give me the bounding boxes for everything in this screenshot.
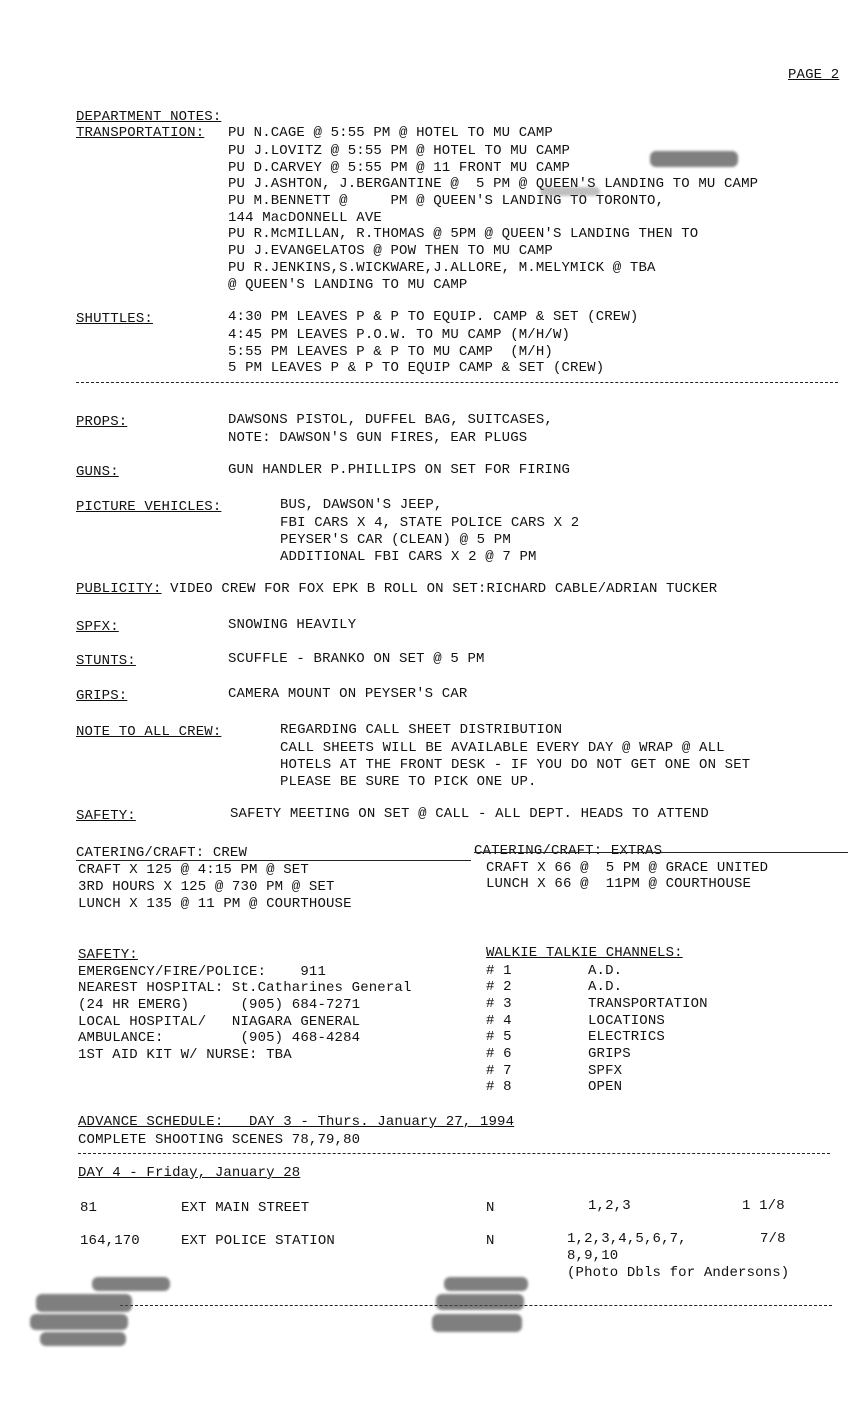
safety-info-line: LOCAL HOSPITAL/ NIAGARA GENERAL [78,1014,361,1030]
catering-crew-label: CATERING/CRAFT: CREW [76,845,248,861]
scene-set: EXT MAIN STREET [181,1200,310,1216]
shuttles-label: SHUTTLES: [76,311,153,327]
divider [76,382,838,383]
transportation-line: PU R.McMILLAN, R.THOMAS @ 5PM @ QUEEN'S LANDING THEN TO [228,226,699,242]
redaction-mark [432,1314,522,1332]
note-line: CALL SHEETS WILL BE AVAILABLE EVERY DAY @ WRAP @ ALL [280,740,725,756]
note-line: REGARDING CALL SHEET DISTRIBUTION [280,722,563,738]
scene-day-night: N [486,1200,495,1216]
publicity-label: PUBLICITY: [76,581,162,597]
scene-cast-continued: 8,9,10 [567,1248,619,1264]
walkie-channel-name: LOCATIONS [588,1013,665,1029]
guns-label: GUNS: [76,464,119,480]
walkie-channel-name: A.D. [588,979,623,995]
scene-day-night: N [486,1233,495,1249]
props-label: PROPS: [76,414,128,430]
photo-doubles-note: (Photo Dbls for Andersons) [567,1265,790,1281]
walkie-channel-num: # 8 [486,1079,512,1095]
guns-text: GUN HANDLER P.PHILLIPS ON SET FOR FIRING [228,462,571,478]
transportation-line: @ QUEEN'S LANDING TO MU CAMP [228,277,468,293]
walkie-channel-num: # 2 [486,979,512,995]
scene-cast: 1,2,3 [588,1198,631,1214]
walkie-channel-num: # 4 [486,1013,512,1029]
note-to-crew-label: NOTE TO ALL CREW: [76,724,222,740]
page-number: PAGE 2 [788,67,840,83]
scene-number: 81 [80,1200,98,1216]
day4-heading: DAY 4 - Friday, January 28 [78,1165,301,1181]
transportation-line: PU N.CAGE @ 5:55 PM @ HOTEL TO MU CAMP [228,125,553,141]
props-line: NOTE: DAWSON'S GUN FIRES, EAR PLUGS [228,430,528,446]
safety-info-line: EMERGENCY/FIRE/POLICE: 911 [78,964,326,980]
catering-extras-underline [474,852,848,853]
transportation-line: PU J.LOVITZ @ 5:55 PM @ HOTEL TO MU CAMP [228,143,571,159]
redaction-mark [36,1294,132,1312]
spfx-label: SPFX: [76,619,119,635]
walkie-channel-num: # 6 [486,1046,512,1062]
redaction-mark [436,1294,524,1310]
redaction-mark [444,1277,528,1291]
transportation-label: TRANSPORTATION: [76,125,205,141]
catering-extras-line: LUNCH X 66 @ 11PM @ COURTHOUSE [486,876,752,892]
grips-label: GRIPS: [76,688,128,704]
walkie-channel-name: ELECTRICS [588,1029,665,1045]
scene-pages: 1 1/8 [742,1198,785,1214]
safety-info-line: NEAREST HOSPITAL: St.Catharines General [78,980,412,996]
walkie-channel-name: GRIPS [588,1046,631,1062]
shuttle-line: 4:30 PM LEAVES P & P TO EQUIP. CAMP & SET (CREW) [228,309,639,325]
walkie-channel-name: SPFX [588,1063,623,1079]
picture-vehicles-line: BUS, DAWSON'S JEEP, [280,497,443,513]
walkie-channel-name: OPEN [588,1079,623,1095]
picture-vehicles-line: ADDITIONAL FBI CARS X 2 @ 7 PM [280,549,537,565]
redaction-mark [650,151,738,167]
walkie-channel-num: # 1 [486,963,512,979]
catering-crew-underline [76,860,471,861]
note-line: HOTELS AT THE FRONT DESK - IF YOU DO NOT GET ONE ON SET [280,757,751,773]
catering-crew-line: LUNCH X 135 @ 11 PM @ COURTHOUSE [78,896,352,912]
catering-crew-line: 3RD HOURS X 125 @ 730 PM @ SET [78,879,335,895]
catering-extras-line: CRAFT X 66 @ 5 PM @ GRACE UNITED [486,860,769,876]
safety-note-text: SAFETY MEETING ON SET @ CALL - ALL DEPT. HEADS TO ATTEND [230,806,709,822]
stunts-text: SCUFFLE - BRANKO ON SET @ 5 PM [228,651,485,667]
catering-crew-line: CRAFT X 125 @ 4:15 PM @ SET [78,862,309,878]
stunts-label: STUNTS: [76,653,136,669]
safety-info-line: (24 HR EMERG) (905) 684-7271 [78,997,361,1013]
transportation-line: PU D.CARVEY @ 5:55 PM @ 11 FRONT MU CAMP [228,160,571,176]
scene-pages: 7/8 [760,1231,786,1247]
walkie-label: WALKIE TALKIE CHANNELS: [486,945,683,961]
shuttle-line: 5 PM LEAVES P & P TO EQUIP CAMP & SET (CREW) [228,360,605,376]
note-line: PLEASE BE SURE TO PICK ONE UP. [280,774,537,790]
scene-set: EXT POLICE STATION [181,1233,335,1249]
safety-info-label: SAFETY: [78,947,138,963]
transportation-line: PU M.BENNETT @ PM @ QUEEN'S LANDING TO TORONTO, [228,193,665,209]
spfx-text: SNOWING HEAVILY [228,617,357,633]
shuttle-line: 5:55 PM LEAVES P & P TO MU CAMP (M/H) [228,344,553,360]
publicity-row [76,581,717,597]
scene-number: 164,170 [80,1233,140,1249]
catering-extras-label: CATERING/CRAFT: EXTRAS [474,843,663,859]
department-notes-heading: DEPARTMENT NOTES: [76,109,222,125]
picture-vehicles-label: PICTURE VEHICLES: [76,499,222,515]
grips-text: CAMERA MOUNT ON PEYSER'S CAR [228,686,468,702]
walkie-channel-num: # 7 [486,1063,512,1079]
props-line: DAWSONS PISTOL, DUFFEL BAG, SUITCASES, [228,412,553,428]
shuttle-line: 4:45 PM LEAVES P.O.W. TO MU CAMP (M/H/W) [228,327,571,343]
transportation-line: PU R.JENKINS,S.WICKWARE,J.ALLORE, M.MELYMICK @ TBA [228,260,656,276]
advance-schedule-label: ADVANCE SCHEDULE: DAY 3 - Thurs. January 27, 1994 [78,1114,515,1130]
redaction-mark [40,1332,126,1346]
walkie-channel-name: TRANSPORTATION [588,996,708,1012]
transportation-line: PU J.EVANGELATOS @ POW THEN TO MU CAMP [228,243,553,259]
safety-info-line: AMBULANCE: (905) 468-4284 [78,1030,361,1046]
publicity-text: VIDEO CREW FOR FOX EPK B ROLL ON SET:RICHARD CABLE/ADRIAN TUCKER [161,581,718,597]
redaction-mark [30,1314,128,1330]
redaction-mark [92,1277,170,1291]
walkie-channel-name: A.D. [588,963,623,979]
picture-vehicles-line: PEYSER'S CAR (CLEAN) @ 5 PM [280,532,511,548]
walkie-channel-num: # 5 [486,1029,512,1045]
transportation-line: 144 MacDONNELL AVE [228,210,382,226]
scene-cast: 1,2,3,4,5,6,7, [567,1231,687,1247]
transportation-line: PU J.ASHTON, J.BERGANTINE @ 5 PM @ QUEEN'S LANDING TO MU CAMP [228,176,759,192]
safety-note-label: SAFETY: [76,808,136,824]
divider [78,1153,830,1154]
safety-info-line: 1ST AID KIT W/ NURSE: TBA [78,1047,292,1063]
complete-scenes: COMPLETE SHOOTING SCENES 78,79,80 [78,1132,361,1148]
redaction-mark [540,187,600,196]
walkie-channel-num: # 3 [486,996,512,1012]
picture-vehicles-line: FBI CARS X 4, STATE POLICE CARS X 2 [280,515,580,531]
